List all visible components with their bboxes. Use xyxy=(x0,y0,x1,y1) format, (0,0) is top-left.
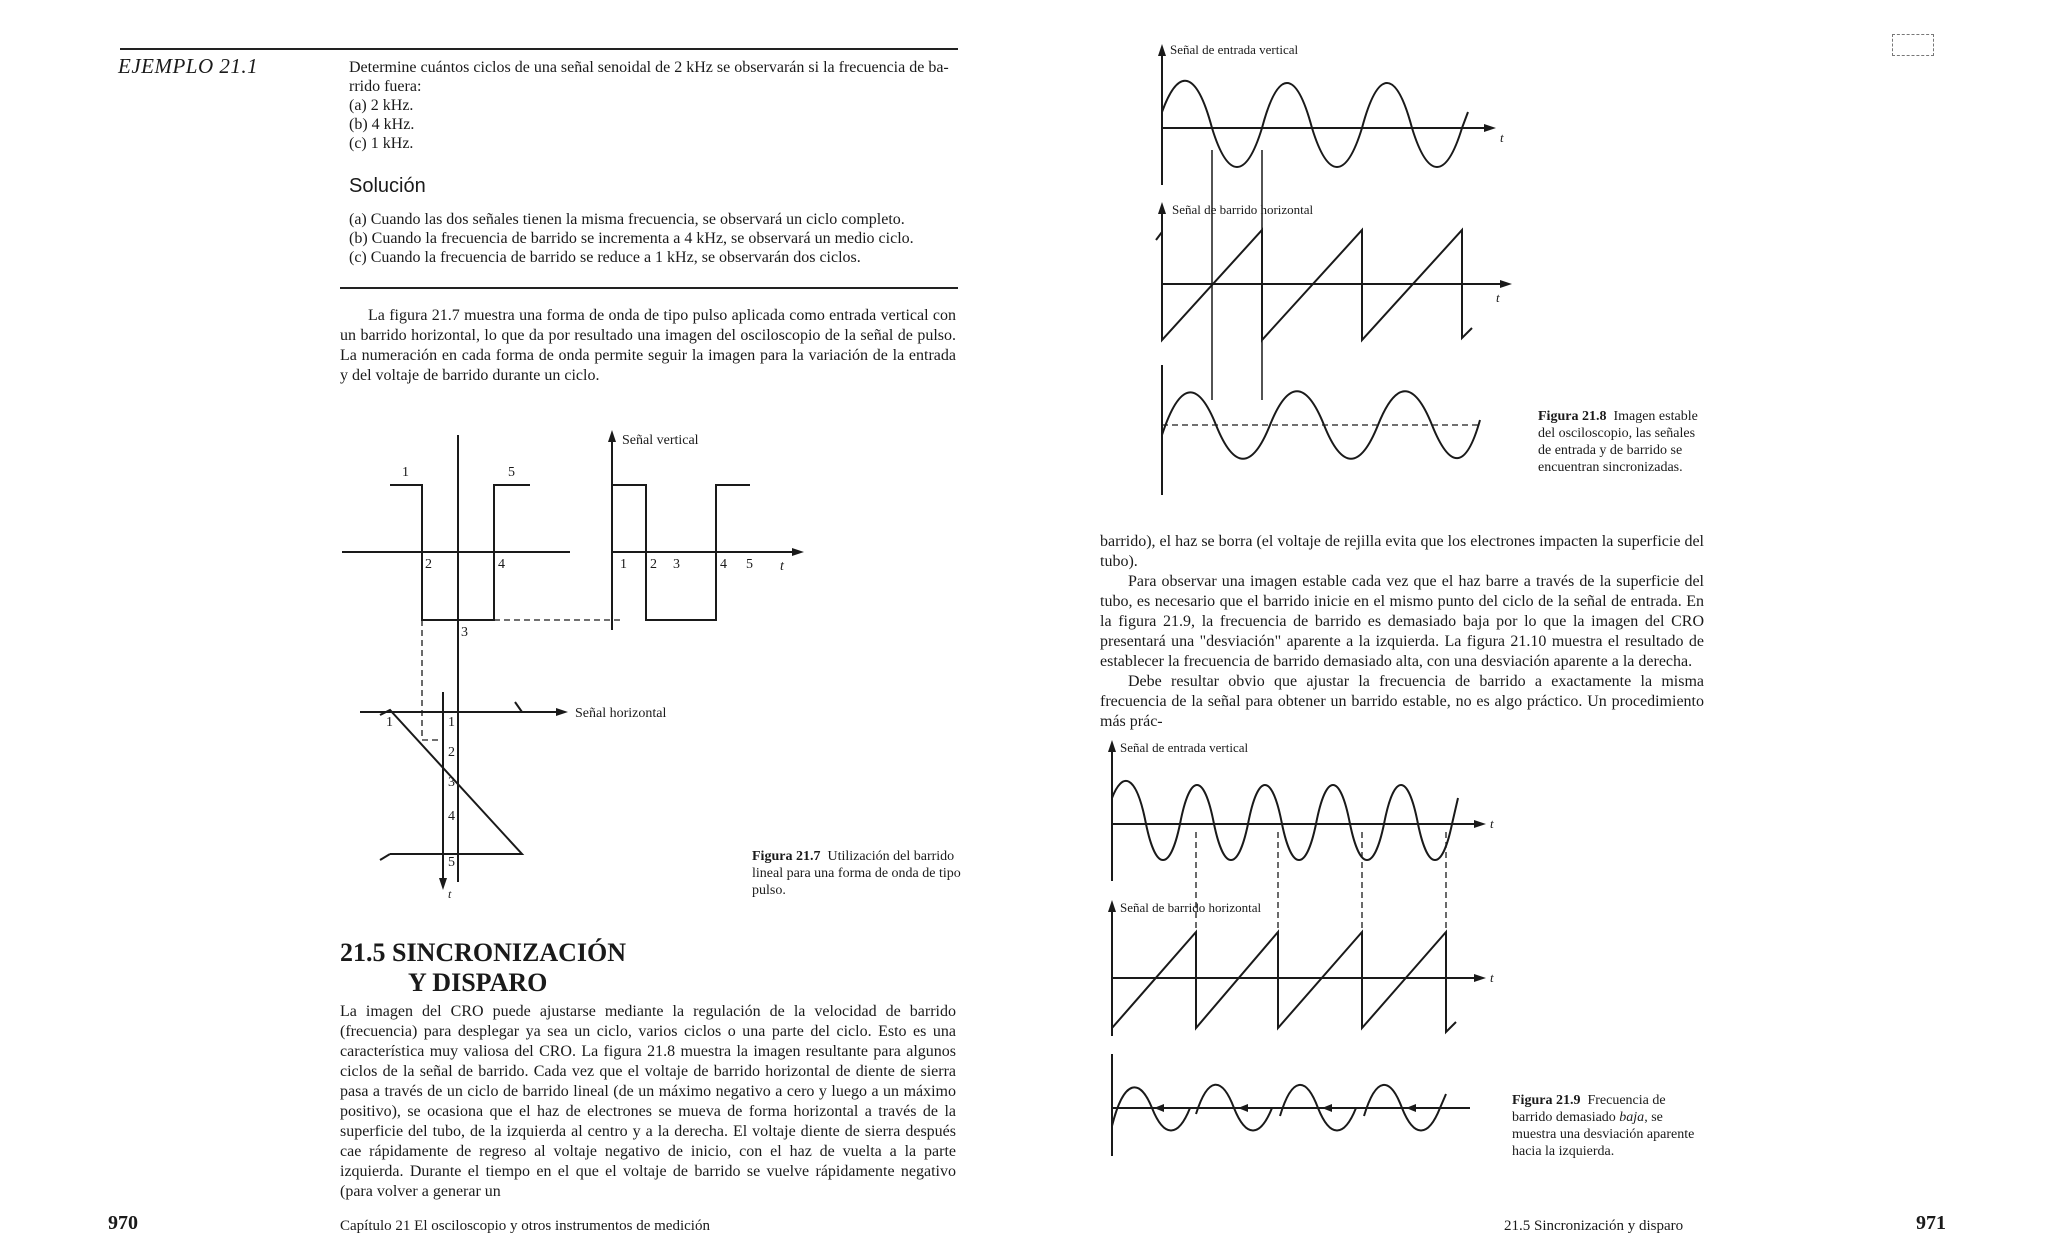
fig7-r-mark-5: 5 xyxy=(746,557,753,572)
solution-list xyxy=(349,210,961,267)
left-footer: Capítulo 21 El osciloscopio y otros instrumentos de medición xyxy=(340,1218,710,1234)
section-title-line-1: 21.5 SINCRONIZACIÓN xyxy=(340,938,627,967)
fig7-sweep-axis-t: t xyxy=(448,887,452,900)
fig7-r-mark-1: 1 xyxy=(620,557,627,572)
fig8-axis-t-2: t xyxy=(1496,290,1500,305)
fig7-mark-1: 1 xyxy=(402,465,409,480)
example-prompt-line-2: rrido fuera: xyxy=(349,78,422,95)
right-page-number: 971 xyxy=(1916,1212,1946,1234)
figure-21-7-caption xyxy=(752,848,962,899)
left-paragraph-1-text: La figura 21.7 muestra una forma de onda de tipo pulso aplicada como entrada vertical con un barrido horizontal, lo que da por resultado una imagen del osciloscopio de la señal de pulso. La numeración en cada forma de onda permite seguir la imagen para la variación de la entrada y del voltaje de barrido durante un ciclo. xyxy=(340,307,956,384)
corner-mark-icon xyxy=(1892,34,1934,56)
section-title-line-2: Y DISPARO xyxy=(408,968,548,997)
fig7-s-mark-5: 5 xyxy=(448,855,455,870)
example-option-c: (c) 1 kHz. xyxy=(349,135,414,152)
fig7-s-mark-2: 2 xyxy=(448,745,455,760)
fig7-mark-4: 4 xyxy=(498,557,505,572)
example-bottom-rule xyxy=(340,287,958,289)
left-paragraph-1 xyxy=(340,306,956,386)
right-footer: 21.5 Sincronización y disparo xyxy=(1504,1218,1684,1234)
figure-21-8 xyxy=(1150,40,1540,500)
fig8-axis-t-1: t xyxy=(1500,130,1504,145)
fig9-axis-t-1: t xyxy=(1490,816,1494,831)
figure-21-8-caption-num: Figura 21.8 xyxy=(1538,409,1607,424)
figure-21-9-caption-text-2: , se muestra una desviación aparente hacia la izquierda. xyxy=(1512,1110,1695,1159)
left-paragraph-2-text: La imagen del CRO puede ajustarse mediante la regulación de la velocidad de barrido (frecuencia) para desplegar ya sea un ciclo, varios ciclos o una parte del ciclo. Esto es una característica muy valiosa del CRO. La figura 21.8 muestra la imagen resultante para algunos ciclos de la señal de barrido. Cada vez que el voltaje de barrido horizontal de diente de sierra pasa a través de un ciclo de barrido lineal (de un máximo negativo a cero y luego a un máximo positivo), se ocasiona que el haz de electrones se mueva de forma horizontal a través de la superficie del tubo, de la izquierda al centro y a la derecha. El voltaje diente de sierra después cae rápidamente de regreso al voltaje negativo de inicio, con el haz de vuelta a la parte izquierda. Durante el tiempo en el que el voltaje de barrido se vuelve rápidamente negativo (para volver a generar un xyxy=(340,1003,956,1200)
example-option-a: (a) 2 kHz. xyxy=(349,97,414,114)
figure-21-9-caption xyxy=(1512,1092,1702,1160)
example-top-rule xyxy=(120,48,958,50)
fig7-s-mark-1b: 1 xyxy=(448,715,455,730)
fig7-vertical-label: Señal vertical xyxy=(622,433,699,448)
fig7-r-mark-4: 4 xyxy=(720,557,727,572)
left-paragraph-2 xyxy=(340,1002,956,1202)
right-paragraphs xyxy=(1100,532,1704,732)
solution-c: (c) Cuando la frecuencia de barrido se reduce a 1 kHz, se observarán dos ciclos. xyxy=(349,249,861,266)
fig7-s-mark-4: 4 xyxy=(448,809,455,824)
figure-21-7 xyxy=(330,420,810,900)
fig9-axis-t-2: t xyxy=(1490,970,1494,985)
fig9-sweep-label: Señal de barrido horizontal xyxy=(1120,900,1262,915)
figure-21-9-caption-num: Figura 21.9 xyxy=(1512,1093,1581,1108)
figure-21-8-caption xyxy=(1538,408,1708,476)
figure-21-8-caption-text: Imagen estable del osciloscopio, las señales de entrada y de barrido se encuentran sincronizadas. xyxy=(1538,409,1698,475)
figure-21-9-caption-emph: baja xyxy=(1619,1110,1645,1125)
fig7-s-mark-3: 3 xyxy=(448,775,455,790)
right-paragraph-2: Para observar una imagen estable cada vez que el haz barre a través de la superficie del tubo, es necesario que el barrido inicie en el mismo punto del ciclo de la señal de entrada. En la figura 21.9, la frecuencia de barrido es demasiado baja por lo que la imagen del CRO presentará una "desviación" aparente a la izquierda. La figura 21.10 muestra el resultado de establecer la frecuencia de barrido demasiado alta, con una desviación aparente a la derecha. xyxy=(1100,573,1704,670)
fig7-mark-3: 3 xyxy=(461,625,468,640)
right-paragraph-3: Debe resultar obvio que ajustar la frecuencia de barrido a exactamente la misma frecuencia de la señal para obtener un barrido estable, no es algo práctico. Un procedimiento más prác- xyxy=(1100,673,1704,730)
fig7-r-mark-3: 3 xyxy=(673,557,680,572)
fig7-axis-t: t xyxy=(780,559,784,574)
fig9-input-label: Señal de entrada vertical xyxy=(1120,740,1249,755)
example-option-b: (b) 4 kHz. xyxy=(349,116,415,133)
figure-21-9 xyxy=(1100,736,1520,1156)
left-page-number: 970 xyxy=(108,1212,138,1234)
solution-b: (b) Cuando la frecuencia de barrido se incrementa a 4 kHz, se observará un medio ciclo. xyxy=(349,230,914,247)
fig8-sweep-label: Señal de barrido horizontal xyxy=(1172,202,1314,217)
example-prompt xyxy=(349,58,961,153)
fig7-mark-2: 2 xyxy=(425,557,432,572)
figure-21-9-caption-text-1: Frecuencia de barrido demasiado xyxy=(1512,1093,1666,1125)
figure-21-7-caption-text: Utilización del barrido lineal para una forma de onda de tipo pulso. xyxy=(752,849,961,898)
fig7-s-mark-1: 1 xyxy=(386,715,393,730)
fig7-mark-5: 5 xyxy=(508,465,515,480)
right-paragraph-1: barrido), el haz se borra (el voltaje de rejilla evita que los electrones impacten la superficie del tubo). xyxy=(1100,533,1704,570)
figure-21-7-caption-num: Figura 21.7 xyxy=(752,849,821,864)
section-title xyxy=(340,938,626,998)
fig7-horizontal-label: Señal horizontal xyxy=(575,706,667,721)
fig7-r-mark-2: 2 xyxy=(650,557,657,572)
example-label: EJEMPLO 21.1 xyxy=(118,54,259,78)
fig8-input-label: Señal de entrada vertical xyxy=(1170,42,1299,57)
example-prompt-line-1: Determine cuántos ciclos de una señal senoidal de 2 kHz se observarán si la frecuencia de ba- xyxy=(349,59,949,76)
solution-heading: Solución xyxy=(349,175,426,197)
solution-a: (a) Cuando las dos señales tienen la misma frecuencia, se observará un ciclo completo. xyxy=(349,211,905,228)
